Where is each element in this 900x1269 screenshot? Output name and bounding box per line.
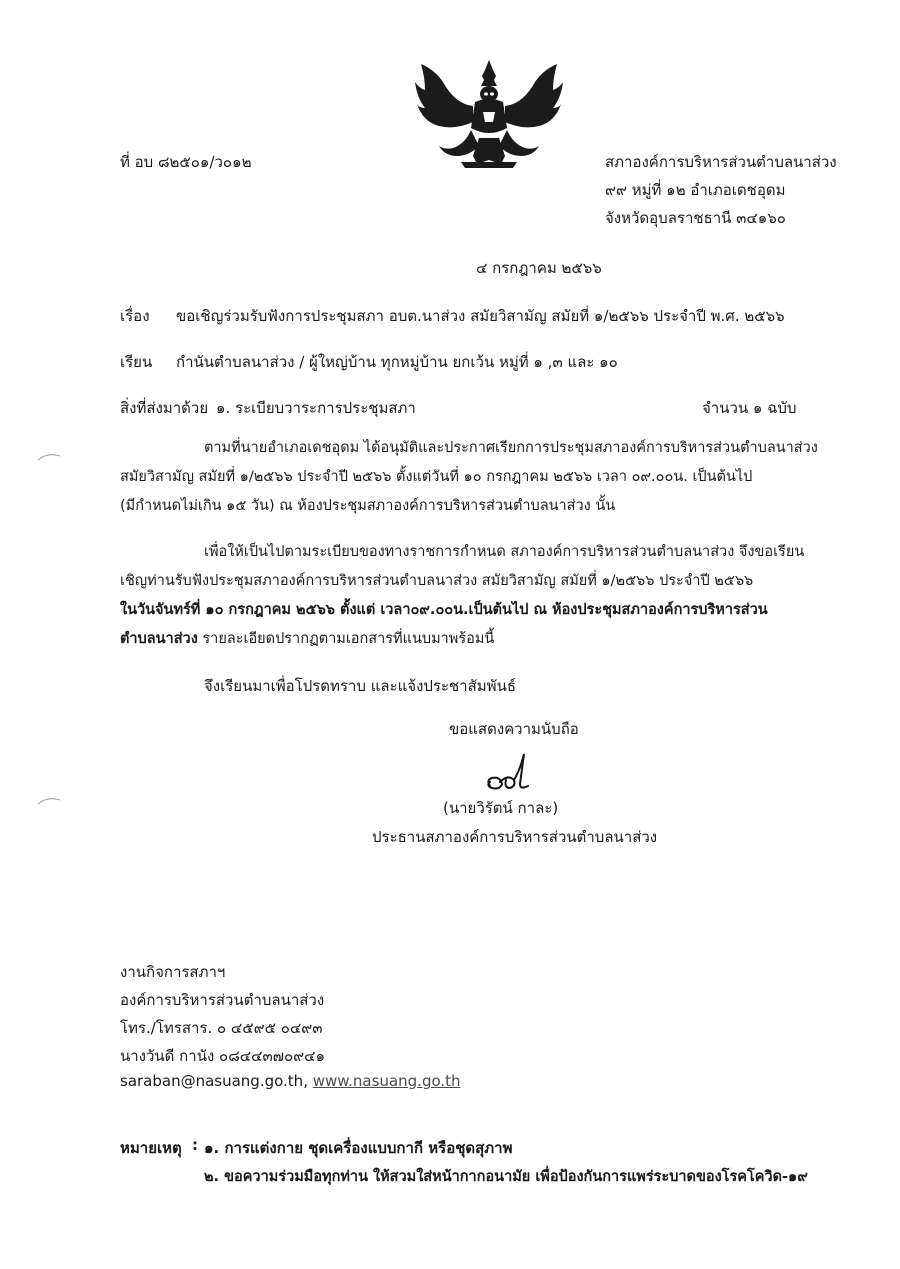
- reference-number: ที่ อบ ๘๒๕๐๑/ว๐๑๒: [120, 153, 252, 171]
- subject-text: ขอเชิญร่วมรับฟังการประชุมสภา อบต.นาส่วง สมัยวิสามัญ สมัยที่ ๑/๒๕๖๖ ประจำปี พ.ศ. ๒๕๖๖: [176, 307, 785, 325]
- signatory-name: (นายวิรัตน์ กาละ): [443, 799, 559, 817]
- regards-text: ขอแสดงความนับถือ: [449, 720, 579, 738]
- paragraph-2-line-2: เชิญท่านรับฟังประชุมสภาองค์การบริหารส่วนตำบลนาส่วง สมัยวิสามัญ สมัยที่ ๑/๒๕๖๖ ประจำปี ๒๕๖๖: [120, 573, 754, 589]
- contact-phone: โทร./โทรสาร. ๐ ๔๕๙๕ ๐๔๙๓: [120, 1019, 323, 1037]
- contact-web-line: saraban@nasuang.go.th, www.nasuang.go.th: [120, 1072, 461, 1090]
- enclosure-item: ๑. ระเบียบวาระการประชุมสภา: [216, 399, 416, 417]
- enclosure-count: จำนวน ๑ ฉบับ: [702, 399, 797, 417]
- subject-label: เรื่อง: [120, 307, 150, 325]
- paragraph-2-line-1: เพื่อให้เป็นไปตามระเบียบของทางราชการกำหนด สภาองค์การบริหารส่วนตำบลนาส่วง จึงขอเรียน: [204, 544, 805, 560]
- signatory-position: ประธานสภาองค์การบริหารส่วนตำบลนาส่วง: [372, 828, 658, 846]
- note-label: หมายเหตุ: [120, 1139, 182, 1157]
- contact-email: saraban@nasuang.go.th: [120, 1072, 304, 1090]
- handwritten-signature-icon: [476, 752, 546, 802]
- paragraph-2-line-4: [120, 627, 494, 650]
- salutation-label: เรียน: [120, 353, 153, 371]
- org-province-line: จังหวัดอุบลราชธานี ๓๔๑๖๐: [605, 209, 786, 227]
- paragraph-1-line-1: ตามที่นายอำเภอเดชอุดม ได้อนุมัติและประกาศเรียกการประชุมสภาองค์การบริหารส่วนตำบลนาส่วง: [204, 440, 818, 456]
- note-item-2: ๒. ขอความร่วมมือทุกท่าน ให้สวมใส่หน้ากากอนามัย เพื่อป้องกันการแพร่ระบาดของโรคโควิด-๑๙: [204, 1169, 808, 1185]
- paragraph-2-tail: รายละเอียดปรากฏตามเอกสารที่แนบมาพร้อมนี้: [197, 631, 495, 647]
- salutation-text: กำนันตำบลนาส่วง / ผู้ใหญ่บ้าน ทุกหมู่บ้าน ยกเว้น หมู่ที่ ๑ ,๓ และ ๑๐: [176, 353, 618, 371]
- paragraph-1-line-3: (มีกำหนดไม่เกิน ๑๕ วัน) ณ ห้องประชุมสภาองค์การบริหารส่วนตำบลนาส่วง นั้น: [120, 498, 616, 514]
- paragraph-1-line-2: สมัยวิสามัญ สมัยที่ ๑/๒๕๖๖ ประจำปี ๒๕๖๖ ตั้งแต่วันที่ ๑๐ กรกฎาคม ๒๕๖๖ เวลา ๐๙.๐๐น. เป็นต้นไป: [120, 469, 753, 485]
- org-address-line: ๙๙ หมู่ที่ ๑๒ อำเภอเดชอุดม: [605, 181, 786, 199]
- scan-mark-decoration: [36, 796, 62, 806]
- contact-person: นางวันดี กานัง ๐๘๔๔๓๗๐๙๔๑: [120, 1047, 326, 1065]
- note-colon: :: [192, 1136, 198, 1154]
- org-name: สภาองค์การบริหารส่วนตำบลนาส่วง: [605, 153, 837, 171]
- enclosure-label: สิ่งที่ส่งมาด้วย: [120, 399, 209, 417]
- paragraph-2-emphasis: ตำบลนาส่วง: [120, 631, 198, 647]
- paragraph-2-line-3: ในวันจันทร์ที่ ๑๐ กรกฎาคม ๒๕๖๖ ตั้งแต่ เวลา๐๙.๐๐น.เป็นต้นไป ณ ห้องประชุมสภาองค์การบริหารส่วน: [120, 602, 768, 618]
- note-item-1: ๑. การแต่งกาย ชุดเครื่องแบบกากี หรือชุดสุภาพ: [204, 1139, 513, 1157]
- garuda-emblem-icon: [413, 58, 565, 172]
- website-link[interactable]: www.nasuang.go.th: [312, 1072, 461, 1090]
- contact-organization: องค์การบริหารส่วนตำบลนาส่วง: [120, 991, 325, 1009]
- closing-line: จึงเรียนมาเพื่อโปรดทราบ และแจ้งประชาสัมพันธ์: [204, 677, 516, 695]
- scan-mark-decoration: [36, 452, 62, 462]
- letter-date: ๔ กรกฎาคม ๒๕๖๖: [476, 259, 602, 277]
- contact-department: งานกิจการสภาฯ: [120, 963, 226, 981]
